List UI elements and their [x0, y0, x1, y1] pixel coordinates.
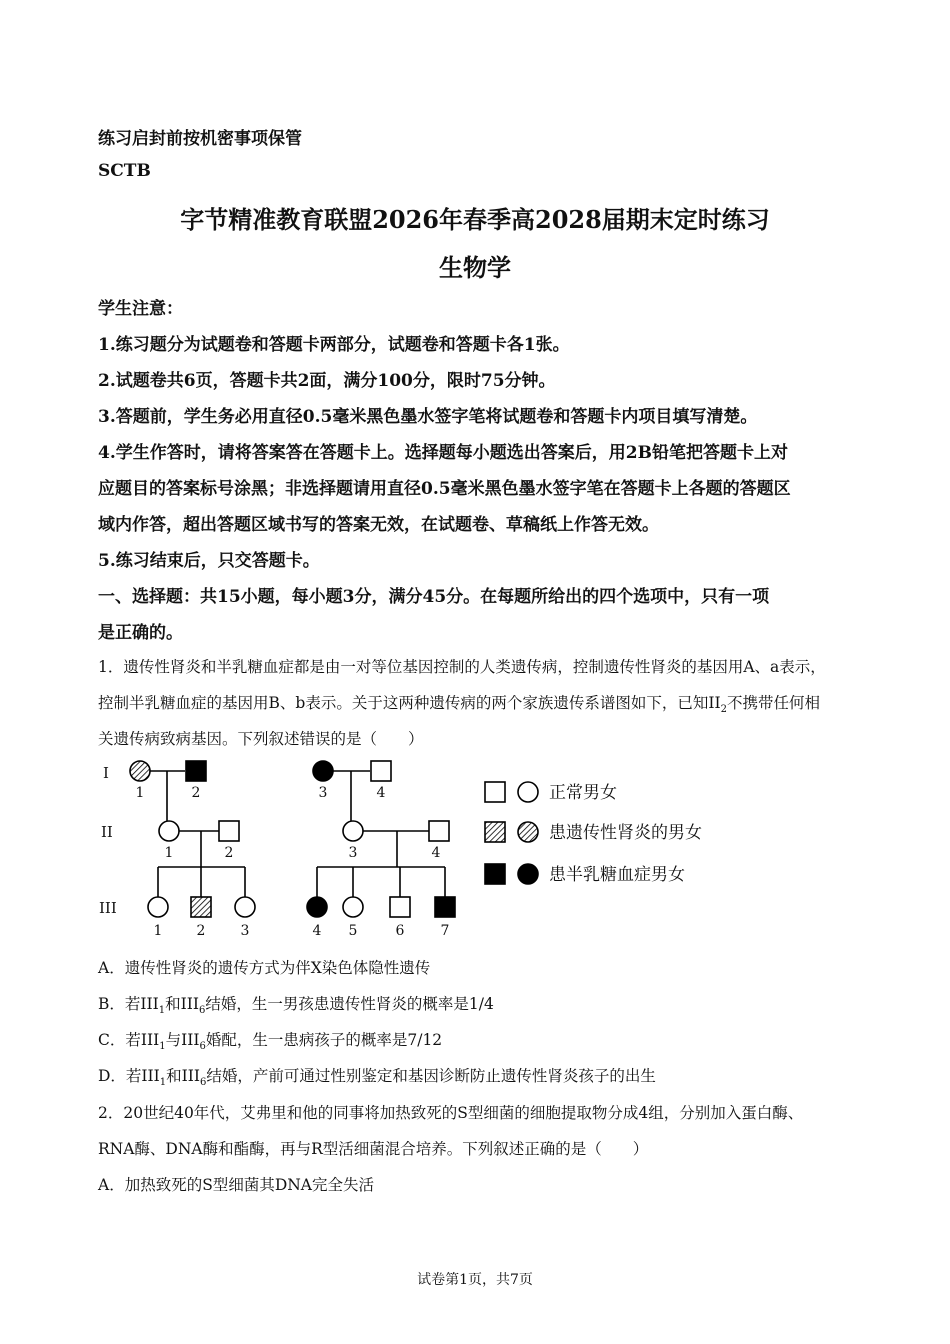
II1-normal-female [159, 821, 179, 841]
question-1-option-c: C．若$III_1$与$III_6$婚配，生一患病孩子的概率是7/12 [98, 1031, 443, 1053]
legend-normal-female [518, 782, 538, 802]
individual-number: 4 [431, 845, 441, 861]
legend-label: 患半乳糖血症男女 [549, 865, 685, 885]
II4-normal-male [429, 821, 449, 841]
I1-affected-nephritis-female [130, 761, 150, 781]
question-1-text: 1．遗传性肾炎和半乳糖血症都是由一对等位基因控制的人类遗传病，控制遗传性肾炎的基因用A、a表示， [98, 658, 826, 676]
question-1-option-d: D．若$III_1$和$III_6$结婚，产前可通过性别鉴定和基因诊断防止遗传性肾炎孩子的出生 [98, 1067, 656, 1089]
pedigree-chart [95, 755, 745, 945]
notice-heading: 学生注意： [98, 299, 183, 319]
individual-number: 4 [376, 785, 386, 801]
individual-number: 1 [153, 923, 163, 939]
question-1-text: 关遗传病致病基因。下列叙述错误的是（ ） [98, 730, 424, 748]
III1-normal-female [148, 897, 168, 917]
exam-code: SCTB [98, 161, 151, 181]
notice-item: 应题目的答案标号涂黑；非选择题请用直径0.5毫米黑色墨水签字笔在答题卡上各题的答题区 [98, 479, 791, 499]
question-1-option-b: B．若$III_1$和$III_6$结婚，生一男孩患遗传性肾炎的概率是1/4 [98, 995, 494, 1017]
section-heading: 一、选择题：共15小题，每小题3分，满分45分。在每题所给出的四个选项中，只有一项 [98, 587, 770, 607]
notice-item: 3.答题前，学生务必用直径0.5毫米黑色墨水签字笔将试题卷和答题卡内项目填写清楚。 [98, 407, 758, 427]
legend-nephritis-female [518, 822, 538, 842]
III2-affected-nephritis-male [191, 897, 211, 917]
legend-label: 正常男女 [549, 783, 617, 803]
III6-normal-male [390, 897, 410, 917]
question-2-option-a: A．加热致死的S型细菌其DNA完全失活 [98, 1176, 374, 1194]
individual-number: 2 [224, 845, 234, 861]
III3-normal-female [235, 897, 255, 917]
gen-label-I: I [103, 764, 109, 782]
notice-item: 5.练习结束后，只交答题卡。 [98, 551, 320, 571]
question-2-text: RNA酶、DNA酶和酯酶，再与R型活细菌混合培养。下列叙述正确的是（ ） [98, 1140, 649, 1158]
I4-normal-male [371, 761, 391, 781]
notice-item: 域内作答，超出答题区域书写的答案无效，在试题卷、草稿纸上作答无效。 [98, 515, 659, 535]
subject-title: 生物学 [439, 253, 511, 282]
individual-number: 3 [240, 923, 250, 939]
section-heading-cont: 是正确的。 [98, 623, 183, 643]
individual-number: 4 [312, 923, 322, 939]
individual-number: 3 [348, 845, 358, 861]
question-1-text: 控制半乳糖血症的基因用B、b表示。关于这两种遗传病的两个家族遗传系谱图如下，已知$II_2$不携带任何相 [98, 694, 820, 716]
individual-number: 5 [348, 923, 358, 939]
I2-affected-galactosemia-male [186, 761, 206, 781]
individual-number: 7 [440, 923, 450, 939]
question-2-text: 2．20世纪40年代，艾弗里和他的同事将加热致死的S型细菌的细胞提取物分成4组，分别加入蛋白酶、 [98, 1104, 804, 1122]
exam-title: 字节精准教育联盟2026年春季高2028届期末定时练习 [180, 205, 770, 234]
page-footer: 试卷第1页，共7页 [417, 1272, 533, 1288]
III5-normal-female [343, 897, 363, 917]
individual-number: 6 [395, 923, 405, 939]
notice-item: 2.试题卷共6页，答题卡共2面，满分100分，限时75分钟。 [98, 371, 556, 391]
legend-galactosemia-female [518, 864, 538, 884]
legend-normal-male [485, 782, 505, 802]
individual-number: 1 [135, 785, 145, 801]
notice-item: 1.练习题分为试题卷和答题卡两部分，试题卷和答题卡各1张。 [98, 335, 570, 355]
gen-label-III: III [99, 899, 117, 917]
individual-number: 2 [196, 923, 206, 939]
legend-galactosemia-male [485, 864, 505, 884]
legend-label: 患遗传性肾炎的男女 [549, 823, 702, 843]
question-1-option-a: A．遗传性肾炎的遗传方式为伴X染色体隐性遗传 [98, 959, 431, 977]
II3-normal-female [343, 821, 363, 841]
individual-number: 2 [191, 785, 201, 801]
II2-normal-male [219, 821, 239, 841]
notice-item: 4.学生作答时，请将答案答在答题卡上。选择题每小题选出答案后，用2B铅笔把答题卡上对 [98, 443, 788, 463]
III7-affected-galactosemia-male [435, 897, 455, 917]
confidential-note: 练习启封前按机密事项保管 [98, 129, 302, 149]
gen-label-II: II [101, 823, 113, 841]
legend-nephritis-male [485, 822, 505, 842]
individual-number: 1 [164, 845, 174, 861]
individual-number: 3 [318, 785, 328, 801]
III4-affected-galactosemia-female [307, 897, 327, 917]
I3-affected-galactosemia-female [313, 761, 333, 781]
